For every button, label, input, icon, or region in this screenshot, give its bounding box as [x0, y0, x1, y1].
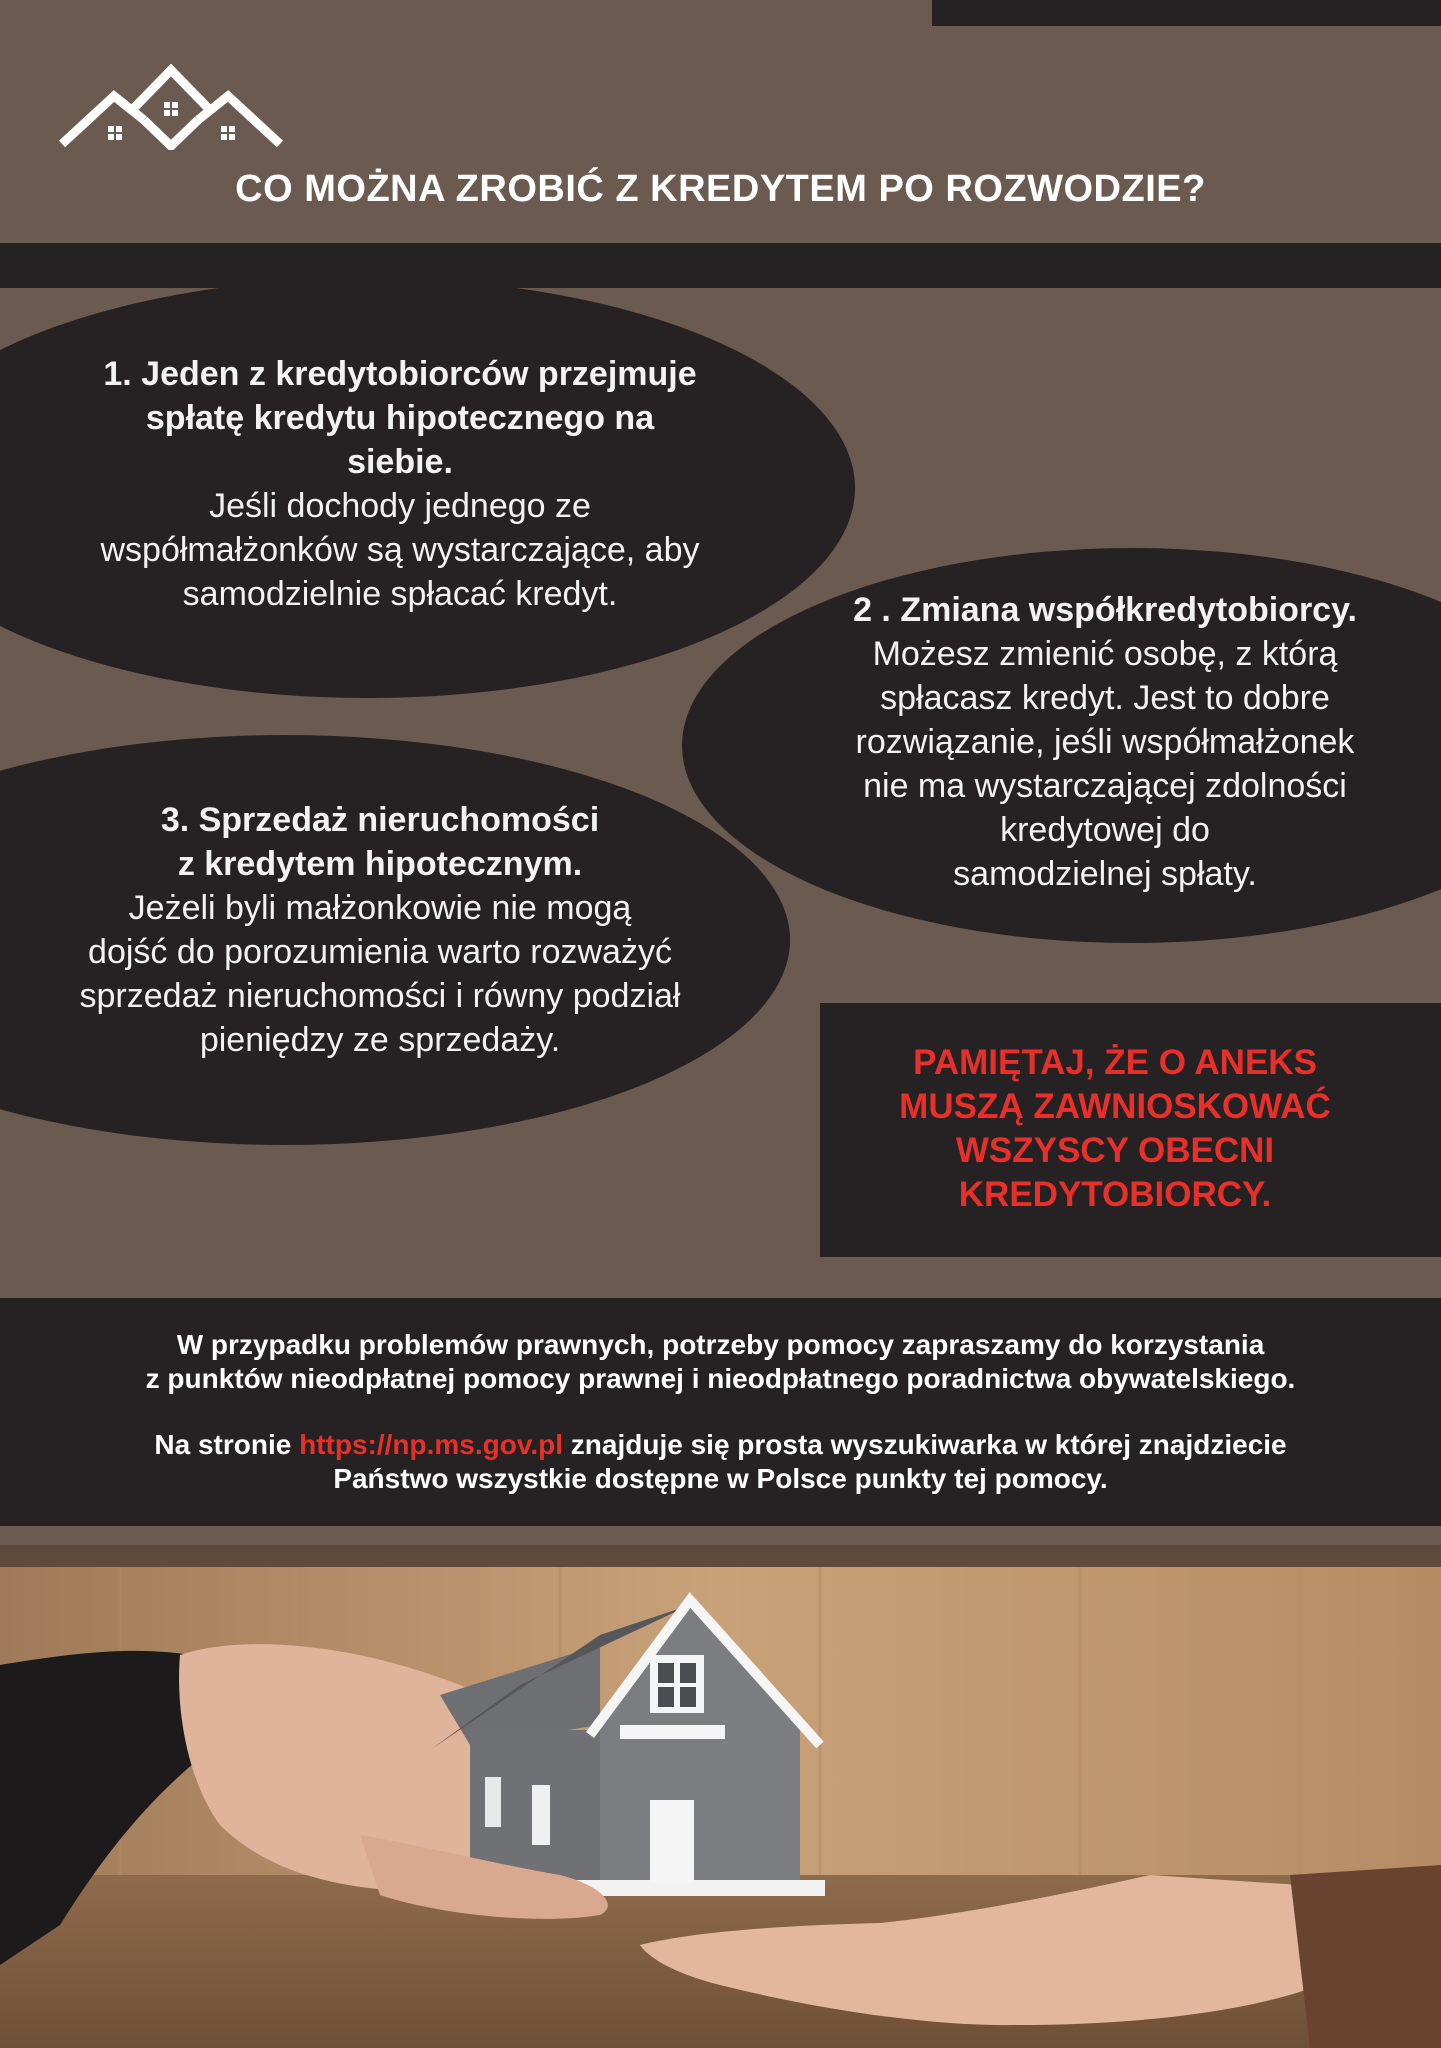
option-2-body-line: nie ma wystarczającej zdolności: [863, 767, 1347, 805]
option-1-body-line: samodzielnie spłacać kredyt.: [182, 575, 618, 613]
house-roofs-logo-icon: [58, 64, 284, 150]
option-1-title-line: spłatę kredytu hipotecznego na: [145, 399, 655, 437]
reminder-line: KREDYTOBIORCY.: [958, 1175, 1272, 1214]
reminder-line: PAMIĘTAJ, ŻE O ANEKS: [913, 1043, 1317, 1082]
option-1-body-line: współmałżonków są wystarczające, aby: [100, 531, 700, 569]
reminder-line: WSZYSCY OBECNI: [955, 1131, 1275, 1170]
option-1-title-line: siebie.: [347, 443, 453, 481]
option-2-text: [790, 588, 1420, 896]
page-title: CO MOŻNA ZROBIĆ Z KREDYTEM PO ROZWODZIE?: [235, 168, 1206, 210]
option-3-title-line: 3. Sprzedaż nieruchomości: [160, 801, 600, 839]
header-divider-bar: [0, 243, 1441, 288]
option-2-title-line: 2 . Zmiana współkredytobiorcy.: [853, 591, 1357, 629]
option-2-body-line: spłacasz kredyt. Jest to dobre: [880, 679, 1330, 717]
website-paragraph: [0, 1428, 1441, 1496]
info-line: z punktów nieodpłatnej pomocy prawnej i nieodpłatnego poradnictwa obywatelskiego.: [145, 1363, 1296, 1394]
option-3-title-line: z kredytem hipotecznym.: [177, 845, 583, 883]
option-1-text: [40, 352, 760, 616]
option-1-body-line: Jeśli dochody jednego ze: [209, 487, 591, 525]
info-suffix: znajduje się prosta wyszukiwarka w której znajdziecie: [570, 1429, 1287, 1460]
reminder-text: [850, 1041, 1380, 1217]
info-line: Państwo wszystkie dostępne w Polsce punkty tej pomocy.: [333, 1463, 1108, 1494]
right-sleeve: [1290, 1865, 1441, 2048]
option-2-body-line: rozwiązanie, jeśli współmałżonek: [855, 723, 1355, 761]
reminder-box: [820, 1003, 1441, 1257]
info-line: W przypadku problemów prawnych, potrzeby pomocy zapraszamy do korzystania: [176, 1329, 1265, 1360]
option-3-text: [20, 798, 740, 1062]
option-2-body-line: samodzielnej spłaty.: [953, 855, 1257, 893]
option-3-body-line: pieniędzy ze sprzedaży.: [199, 1021, 561, 1059]
option-2-body-line: kredytowej do: [1000, 811, 1210, 849]
header: [0, 0, 1441, 243]
info-prefix: Na stronie: [154, 1429, 292, 1460]
option-3-body-line: Jeżeli byli małżonkowie nie mogą: [128, 889, 632, 927]
info-line: [0, 1428, 1441, 1462]
legal-help-paragraph: [0, 1328, 1441, 1396]
option-2-body-line: Możesz zmienić osobę, z którą: [872, 635, 1338, 673]
website-link[interactable]: https://np.ms.gov.pl: [299, 1429, 564, 1460]
option-3-body-line: dojść do porozumienia warto rozważyć: [88, 933, 672, 971]
option-1-title-line: 1. Jeden z kredytobiorców przejmuje: [103, 355, 697, 393]
reminder-line: MUSZĄ ZAWNIOSKOWAĆ: [899, 1087, 1331, 1126]
hands-house-photo: [0, 1545, 1441, 2048]
option-3-body-line: sprzedaż nieruchomości i równy podział: [79, 977, 681, 1015]
legal-help-info-box: [0, 1298, 1441, 1526]
